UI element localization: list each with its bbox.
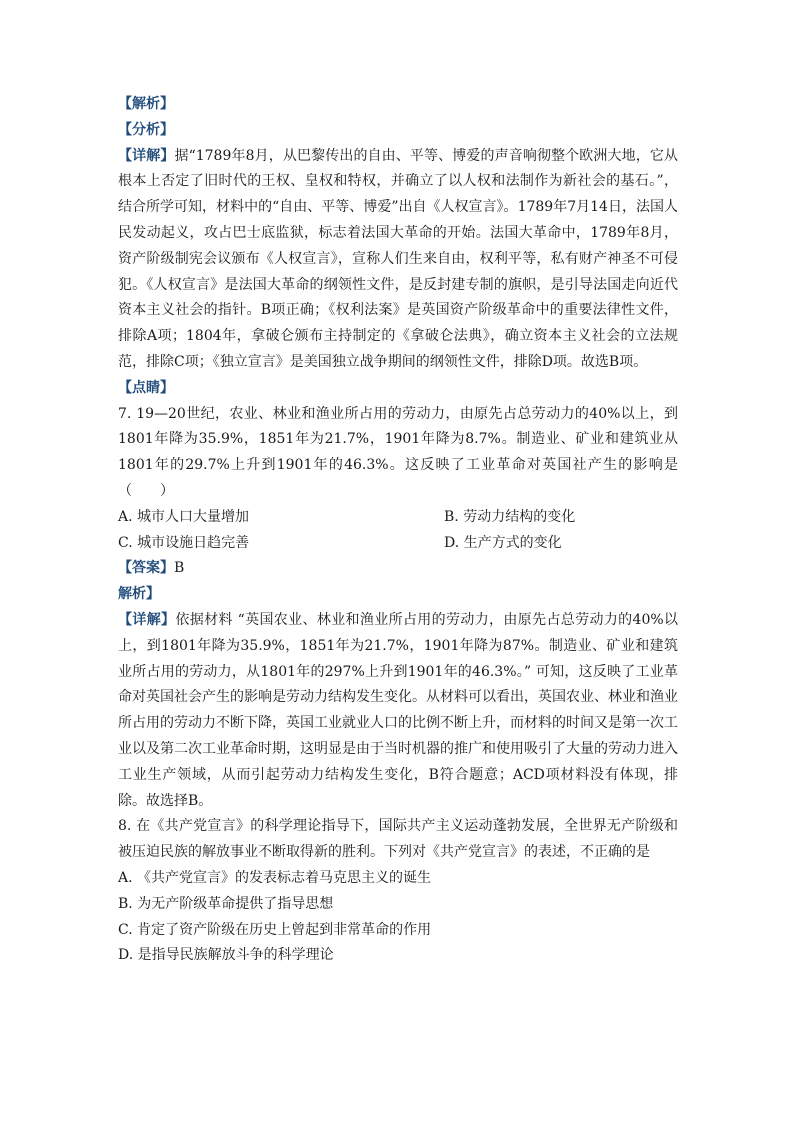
q7-options (118, 505, 678, 557)
q6-dianjing-heading (118, 376, 678, 402)
q8-option-b: B. 为无产阶级革命提供了指导思想 (118, 895, 334, 912)
q6-jiexi-heading (118, 92, 678, 118)
q8-option-a: A. 《共产党宣言》的发表标志着马克思主义的诞生 (118, 869, 432, 886)
q7-option-b: B. 劳动力结构的变化 (444, 508, 576, 525)
q6-xiangjie-text: 据“1789年8月，从巴黎传出的自由、平等、博爱的声音响彻整个欧洲大地，它从根本上否定了旧时代的王权、皇权和特权，并确立了以人权和法制作为新社会的基石。”，结合所学可知，材料中的“自由、平等、博爱”出自《人权宣言》。1789年7月14日，法国人民发动起义，攻占巴士底监狱，标志着法国大革命的开始。法国大革命中，1789年8月，资产阶级制宪会议颁布《人权宣言》，宣称人们生来自由，权利平等，私有财产神圣不可侵犯。《人权宣言》是法国大革命的纲领性文件，是反封建专制的旗帜，是引导法国走向近代资本主义社会的指针。B项正确；《权利法案》是英国资产阶级革命中的重要法律性文件，排除A项；1804年，拿破仑颁布主持制定的《拿破仑法典》，确立资本主义社会的立法规范，排除C项；《独立宣言》是美国独立战争期间的纲领性文件，排除D项。故选B项。 (118, 147, 678, 370)
q7-xiangjie-paragraph (118, 608, 678, 814)
q6-dianjing-label: 【点睛】 (118, 379, 174, 396)
q7-option-c: C. 城市设施日趋完善 (118, 534, 250, 551)
q7-answer-label: 【答案】 (118, 560, 174, 577)
q7-stem: 7. 19—20世纪，农业、林业和渔业所占用的劳动力，由原先占总劳动力的40%以上，到1801年降为35.9%，1851年为21.7%，1901年降为8.7%。制造业、矿业和建筑业从1801年的29.7%上升到1901年的46.3%。这反映了工业革命对英国社产生的影响是（ ） (118, 405, 678, 499)
q8-option-c: C. 肯定了资产阶级在历史上曾起到非常革命的作用 (118, 921, 432, 938)
q6-jiexi-label: 【解析】 (118, 96, 174, 112)
q7-jiexi-heading (118, 582, 678, 608)
q6-fenxi-label: 【分析】 (118, 121, 174, 138)
q7-option-d: D. 生产方式的变化 (444, 534, 562, 551)
q8-option-d: D. 是指导民族解放斗争的科学理论 (118, 947, 334, 964)
q6-xiangjie-paragraph (118, 144, 678, 376)
q7-jiexi-label: 解析】 (118, 586, 160, 603)
q7-xiangjie-text: 依据材料 “英国农业、林业和渔业所占用的劳动力，由原先占总劳动力的40%以上，到1801年降为35.9%，1851年为21.7%，1901年降为87%。制造业、矿业和建筑业所占用的劳动力，从1801年的297%上升到1901年的46.3%。” 可知，这反映了工业革命对英国社会产生的影响是劳动力结构发生变化。从材料可以看出，英国农业、林业和渔业所占用的劳动力不断下降，英国工业就业人口的比例不断上升，而材料的时间又是第一次工业以及第二次工业革命时期，这明显是由于当时机器的推广和使用吸引了大量的劳动力进入工业生产领域，从而引起劳动力结构发生变化，B符合题意；ACD项材料没有体现，排除。故选择B。 (118, 611, 678, 809)
q6-fenxi-heading (118, 118, 678, 144)
q7-xiangjie-label: 【详解】 (118, 611, 176, 628)
q7-option-a: A. 城市人口大量增加 (118, 508, 250, 525)
document-page (118, 92, 678, 969)
q7-answer-value: B (174, 560, 185, 577)
q8-stem: 8. 在《共产党宣言》的科学理论指导下，国际共产主义运动蓬勃发展，全世界无产阶级和被压迫民族的解放事业不断取得新的胜利。下列对《共产党宣言》的表述，不正确的是 (118, 818, 678, 861)
q7-answer (118, 556, 678, 582)
q6-xiangjie-label: 【详解】 (118, 147, 175, 164)
